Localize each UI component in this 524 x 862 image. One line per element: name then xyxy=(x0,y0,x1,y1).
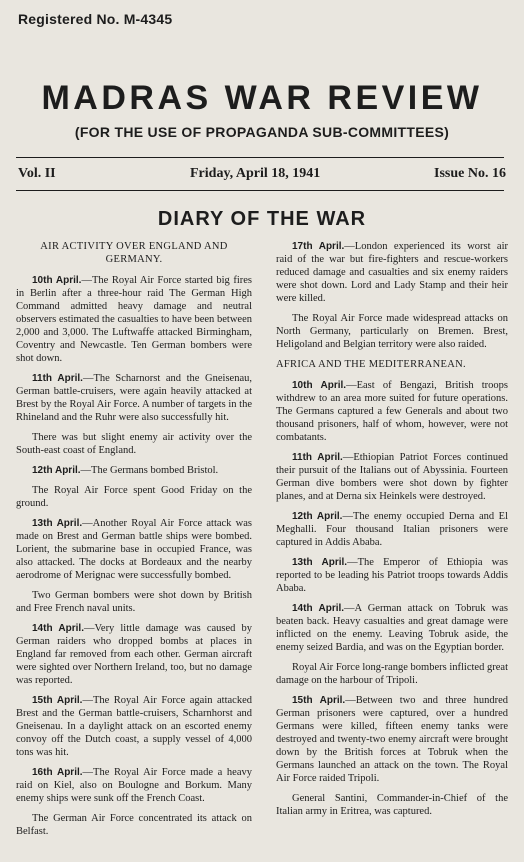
diary-entry xyxy=(16,694,252,759)
entry-date: 11th April. xyxy=(32,373,83,384)
headline: DIARY OF THE WAR xyxy=(157,208,367,230)
entry-date: 11th April. xyxy=(292,452,343,463)
diary-entry xyxy=(276,556,508,595)
right-column xyxy=(276,240,508,825)
diary-entry xyxy=(276,312,508,351)
entry-date: 13th April. xyxy=(32,518,83,529)
entry-text: Royal Air Force long-range bombers inflicted great damage on the harbour of Tripoli. xyxy=(276,662,508,686)
diary-entry xyxy=(16,589,252,615)
masthead-subtitle: (FOR THE USE OF PROPAGANDA SUB-COMMITTEES) xyxy=(74,124,450,140)
entry-date: 14th April. xyxy=(32,623,84,634)
entry-text: —London experienced its worst air raid of the war but fire-fighters and rescue-workers reduced damage and casualties and six enemy raiders were shot down. Lord and Lady Stamp and their heir were killed. xyxy=(276,241,508,304)
entry-date: 10th April. xyxy=(292,380,347,391)
entry-text: —The Emperor of Ethiopia was reported to be leading his Patriot troops towards Addis Ababa. xyxy=(276,557,508,594)
entry-text: —The Royal Air Force started big fires in Berlin after a three-hour raid The German High Command admitted heavy damage and neutral observers estimated the casualties to have been between 2,000 and 3,000. The Luftwaffe attacked Birmingham, Coventry and Newcastle. Ten German bombers were shot down. xyxy=(16,275,252,364)
entry-text: —East of Bengazi, British troops withdrew to an area more suited for future operations. The Germans captured a few Generals and about two thousand prisoners, half of whom, however, were not combatants. xyxy=(276,380,508,443)
entry-text: —Between two and three hundred German prisoners were captured, over a hundred Germans were killed, fifteen enemy tanks were destroyed and twenty-two enemy aircraft were brought down by the British forces at Tobruk when the Germans launched an attack on the town. The Royal Air Force raided Tripoli. xyxy=(276,695,508,784)
entry-text: —The Royal Air Force again attacked Brest and the German battle-cruisers, Scharnhorst and Gneisenau. In a daylight attack on an escorted enemy convoy off the Dutch coast, a supply vessel of 4,000 tons was hit. xyxy=(16,695,252,758)
registration-number: Registered No. M-4345 xyxy=(18,11,173,27)
entry-date: 15th April. xyxy=(292,695,346,706)
entry-date: 12th April. xyxy=(32,465,81,476)
top-rule xyxy=(16,157,504,158)
entry-date: 15th April. xyxy=(32,695,83,706)
volume-label: Vol. II xyxy=(18,166,56,181)
entry-text: —The Royal Air Force made a heavy raid on Kiel, also on Boulogne and Borkum. Many enemy ships were sunk off the French Coast. xyxy=(16,767,252,804)
entry-date: 12th April. xyxy=(292,511,343,522)
entry-date: 14th April. xyxy=(292,603,345,614)
entry-text: There was but slight enemy air activity over the South-east coast of England. xyxy=(16,432,252,456)
entry-text: —A German attack on Tobruk was beaten back. Heavy casualties and great damage were inflicted on the enemy. Leaving Tobruk aside, the enemy seized Bardia, and was on the Egyptian border. xyxy=(276,603,508,653)
section-heading-africa: AFRICA AND THE MEDITERRANEAN. xyxy=(276,359,466,370)
entry-text: —The Scharnorst and the Gneisenau, German battle-cruisers, were again heavily attacked at Brest by the Royal Air Force. A number of targets in the Rhineland and the Ruhr were also successfully hit. xyxy=(16,373,252,423)
left-diary-entries xyxy=(16,274,252,838)
diary-entry xyxy=(16,431,252,457)
entry-date: 10th April. xyxy=(32,275,82,286)
diary-entry xyxy=(276,792,508,818)
issue-info-row xyxy=(18,166,506,184)
diary-entry xyxy=(16,812,252,838)
issue-number: Issue No. 16 xyxy=(434,166,506,181)
diary-entry xyxy=(16,372,252,424)
entry-text: Two German bombers were shot down by British and Free French naval units. xyxy=(16,590,252,614)
diary-entry xyxy=(16,464,252,477)
section-heading-air: AIR ACTIVITY OVER ENGLAND AND GERMANY. xyxy=(40,241,228,265)
entry-text: General Santini, Commander-in-Chief of the Italian army in Eritrea, was captured. xyxy=(276,793,508,817)
entry-text: The Royal Air Force made widespread attacks on North Germany, particularly on Bremen. Brest, Heligoland and Belgian territory were also raided. xyxy=(276,313,508,350)
diary-entry xyxy=(276,510,508,549)
diary-entry xyxy=(276,602,508,654)
entry-text: —Ethiopian Patriot Forces continued their pursuit of the Italians out of Abyssinia. Fourteen German dive bombers were shot down by fighter planes, and at Derna six Heinkels were destroyed. xyxy=(276,452,508,502)
diary-entry xyxy=(16,484,252,510)
diary-entry xyxy=(276,661,508,687)
diary-entry xyxy=(276,240,508,305)
entry-text: —The Germans bombed Bristol. xyxy=(80,465,219,476)
diary-entry xyxy=(276,379,508,444)
entry-text: —The enemy occupied Derna and El Meghalli. Four thousand Italian prisoners were captured in Addis Ababa. xyxy=(276,511,509,548)
entry-date: 13th April. xyxy=(292,557,348,568)
issue-date: Friday, April 18, 1941 xyxy=(190,166,321,181)
diary-entry xyxy=(276,451,508,503)
entry-text: The German Air Force concentrated its attack on Belfast. xyxy=(16,813,252,837)
entry-date: 17th April. xyxy=(292,241,345,252)
entry-text: —Very little damage was caused by German raiders who dropped bombs at places in England far removed from each other. German aircraft were sighted over Northern Ireland, too, but no damage was reported. xyxy=(16,623,252,686)
masthead-title: MADRAS WAR REVIEW xyxy=(41,79,483,117)
diary-entry xyxy=(16,274,252,365)
diary-entry xyxy=(16,517,252,582)
diary-entry xyxy=(16,766,252,805)
entry-date: 16th April. xyxy=(32,767,83,778)
left-column xyxy=(16,240,252,845)
entry-text: —Another Royal Air Force attack was made on Brest and German battle ships were bombed. Lorient, the submarine base in occupied France, was also attacked. The docks at Bordeaux and the nearby aerodrome of Merignac were successfully bombed. xyxy=(16,518,252,581)
right-diary-entries-top xyxy=(276,240,508,351)
entry-text: The Royal Air Force spent Good Friday on the ground. xyxy=(16,485,252,509)
diary-entry xyxy=(16,622,252,687)
diary-entry xyxy=(276,694,508,785)
right-diary-entries xyxy=(276,379,508,818)
bottom-rule xyxy=(16,190,504,191)
